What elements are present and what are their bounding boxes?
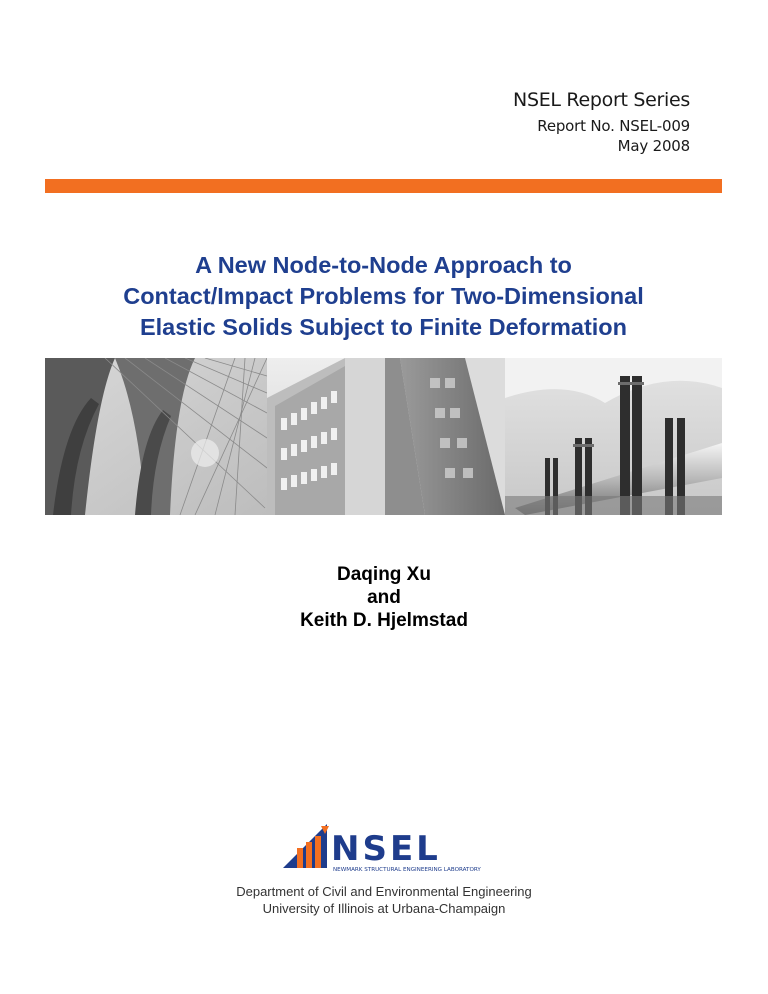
building-photo <box>385 358 505 515</box>
tower-photo <box>267 358 385 515</box>
authors-block <box>0 563 768 632</box>
logo-wordmark: NSEL <box>331 829 441 869</box>
report-date: May 2008 <box>617 137 690 155</box>
author-second: Keith D. Hjelmstad <box>300 610 468 631</box>
bridge-photo <box>45 358 267 515</box>
title-line: Contact/Impact Problems for Two-Dimensional <box>123 283 644 309</box>
author-first: Daqing Xu <box>337 564 431 585</box>
university-line: University of Illinois at Urbana-Champaign <box>262 901 506 916</box>
title-line: A New Node-to-Node Approach to <box>195 252 572 278</box>
title-line: Elastic Solids Subject to Finite Deformation <box>139 314 628 340</box>
author-conjunction: and <box>367 587 401 608</box>
photo-collage <box>45 358 722 515</box>
department-line: Department of Civil and Environmental Engineering <box>236 884 532 899</box>
nsel-logo <box>283 822 493 877</box>
report-number: Report No. NSEL-009 <box>537 117 690 135</box>
series-title: NSEL Report Series <box>513 89 690 111</box>
report-series-block <box>513 88 690 156</box>
pipeline-photo <box>505 358 722 515</box>
orange-divider-bar <box>45 179 722 193</box>
logo-tagline: NEWMARK STRUCTURAL ENGINEERING LABORATORY <box>333 867 481 872</box>
report-title <box>45 250 722 343</box>
footer-affiliation <box>0 883 768 917</box>
